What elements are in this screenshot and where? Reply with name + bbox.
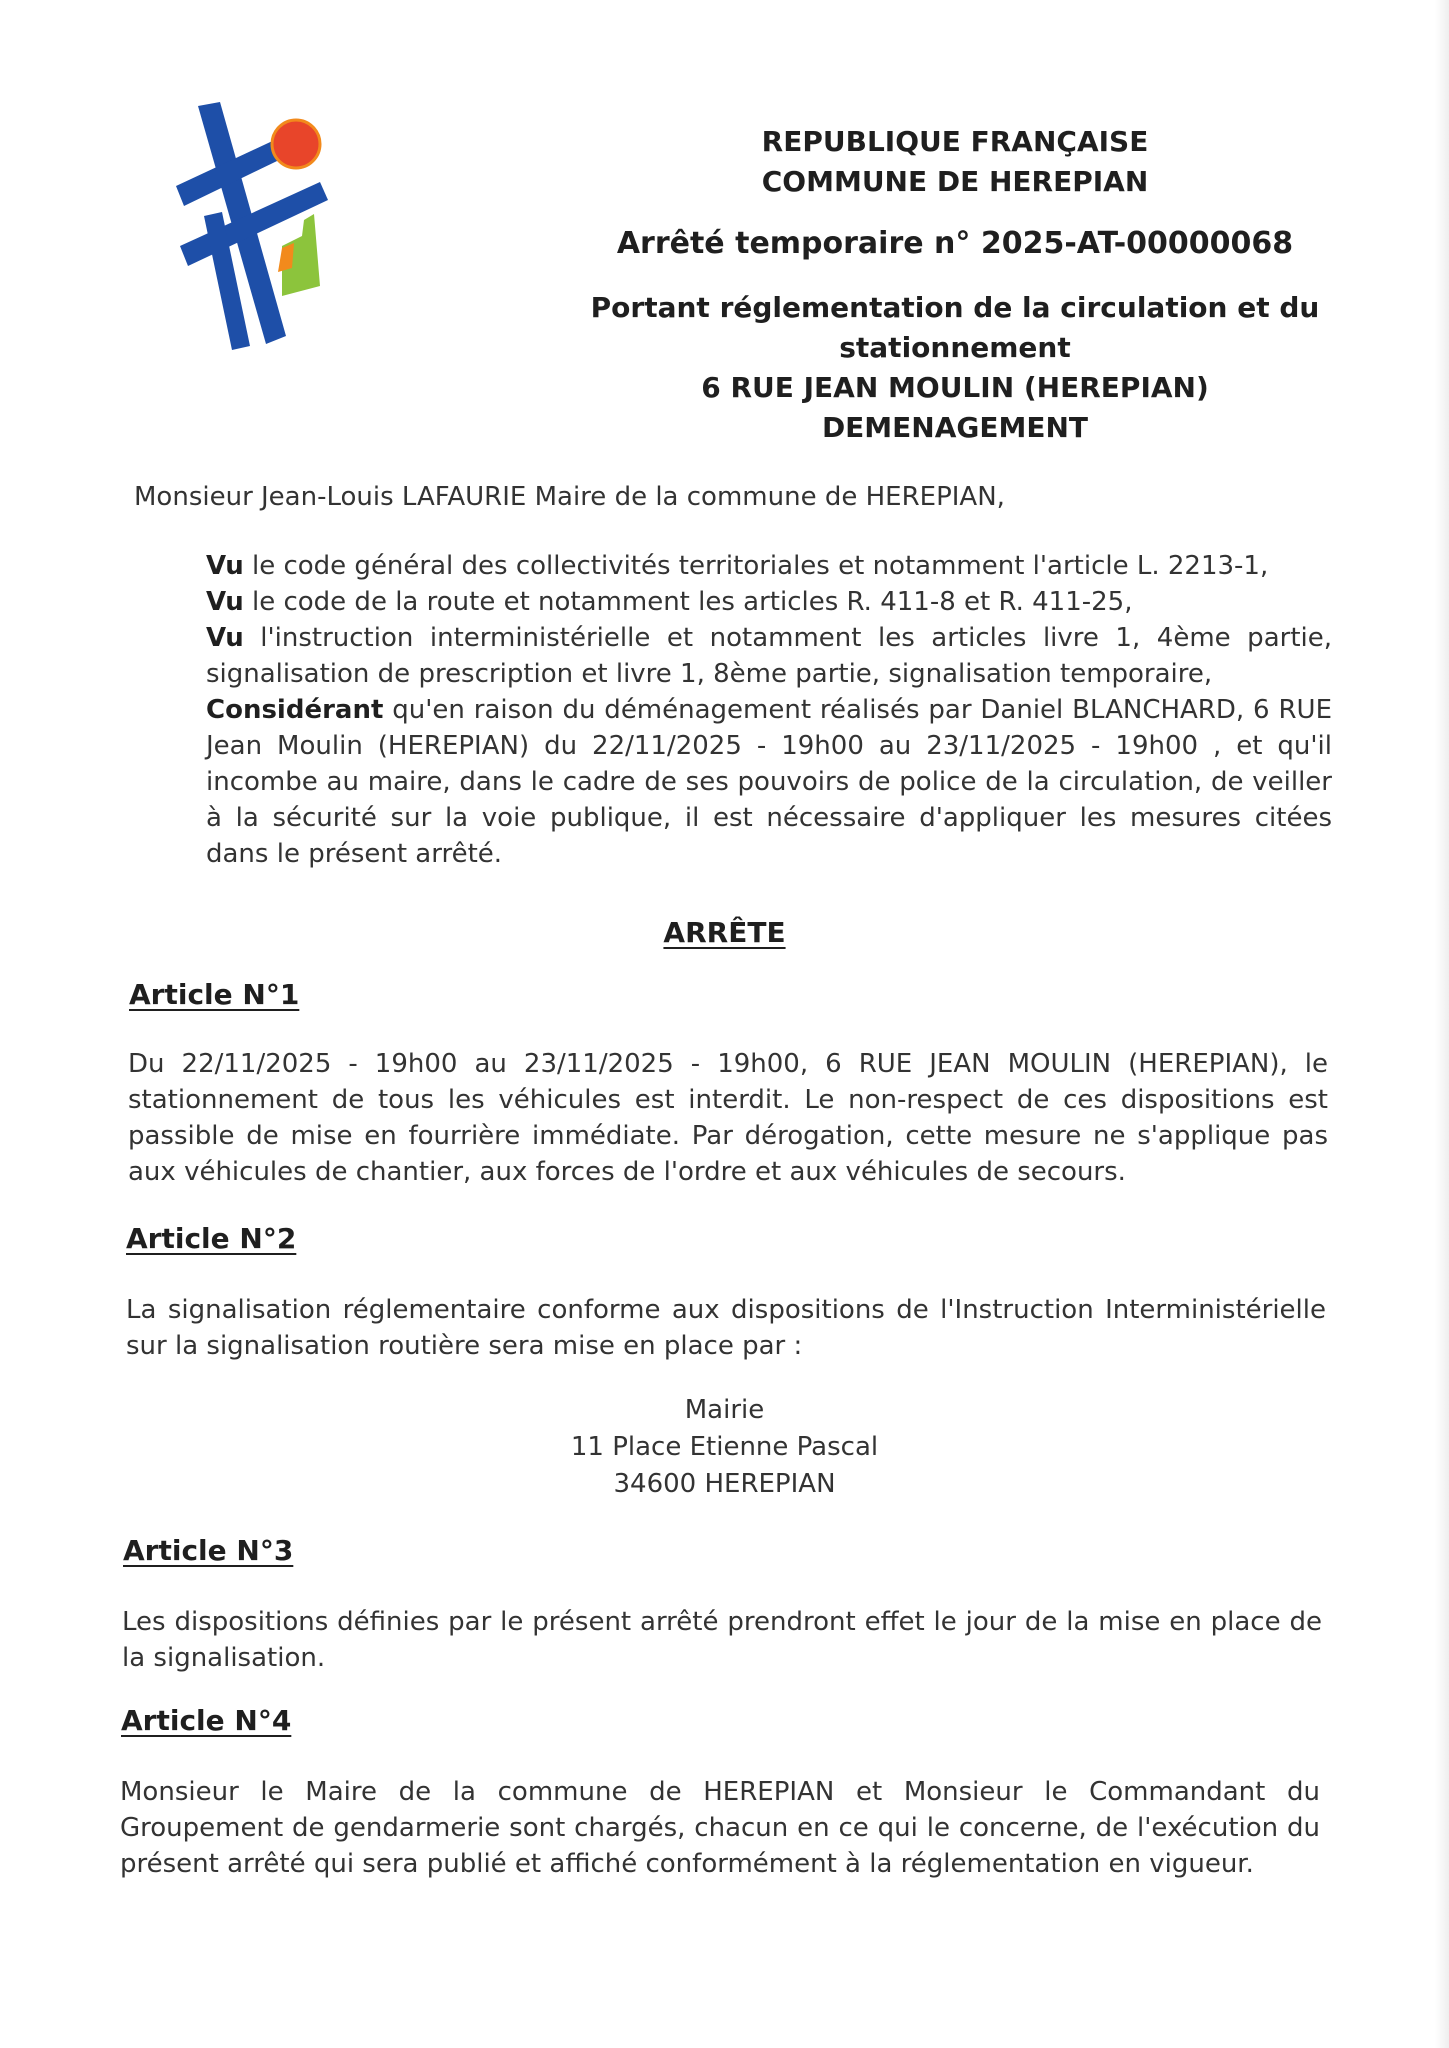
republique-title: REPUBLIQUE FRANÇAISE [761, 125, 1149, 158]
article-1-text: Du 22/11/2025 - 19h00 au 23/11/2025 - 19h00, 6 RUE JEAN MOULIN (HEREPIAN), le stationnement de tous les véhicules est interdit. Le non-respect de ces dispositions est passible de mise en fourrière immédiate. Par dérogation, cette mesure ne s'applique pas aux véhicules de chantier, aux forces de l'ordre et aux véhicules de secours. [128, 1049, 1328, 1187]
mairie-address [0, 1392, 1449, 1503]
portant-line-2: stationnement [839, 331, 1071, 364]
herepian-logo [170, 96, 350, 366]
article-2-title: Article N°2 [126, 1222, 297, 1255]
article-3-text: Les dispositions définies par le présent arrêté prendront effet le jour de la mise en place de la signalisation. [122, 1607, 1322, 1673]
visa-keyword: Vu [206, 623, 244, 653]
mayor-intro: Monsieur Jean-Louis LAFAURIE Maire de la commune de HEREPIAN, [134, 482, 1005, 512]
visa-item [206, 584, 1332, 620]
arrete-number: Arrêté temporaire n° 2025-AT-00000068 [616, 226, 1294, 261]
logo-figure [176, 102, 328, 350]
arrete-heading-text: ARRÊTE [663, 916, 786, 949]
visa-item [206, 620, 1332, 692]
visa-keyword: Considérant [206, 695, 384, 725]
commune-title: COMMUNE DE HEREPIAN [761, 165, 1149, 198]
document-header [560, 122, 1350, 448]
visa-text: l'instruction interministérielle et notamment les articles livre 1, 4ème partie, signalisation de prescription et livre 1, 8ème partie, signalisation temporaire, [206, 623, 1332, 689]
portant-line-1: Portant réglementation de la circulation et du [590, 291, 1320, 324]
address-street: 11 Place Etienne Pascal [570, 1432, 879, 1462]
visa-text: le code général des collectivités territoriales et notamment l'article L. 2213-1, [243, 551, 1269, 581]
street-address-title: 6 RUE JEAN MOULIN (HEREPIAN) [701, 371, 1209, 404]
article-2-text: La signalisation réglementaire conforme aux dispositions de l'Instruction Interministérielle sur la signalisation routière sera mise en place par : [126, 1295, 1326, 1361]
visas-block [206, 548, 1332, 872]
address-name: Mairie [684, 1395, 765, 1425]
article-4-text: Monsieur le Maire de la commune de HEREPIAN et Monsieur le Commandant du Groupement de gendarmerie sont chargés, chacun en ce qui le concerne, de l'exécution du présent arrêté qui sera publié et affiché conformément à la réglementation en vigueur. [120, 1777, 1320, 1879]
arrete-heading [0, 916, 1449, 949]
page-edge-shadow [1435, 0, 1449, 2048]
visa-text: qu'en raison du déménagement réalisés par Daniel BLANCHARD, 6 RUE Jean Moulin (HEREPIAN) du 22/11/2025 - 19h00 au 23/11/2025 - 19h00 , et qu'il incombe au maire, dans le cadre de ses pouvoirs de police de la circulation, de veiller à la sécurité sur la voie publique, il est nécessaire d'appliquer les mesures citées dans le présent arrêté. [206, 695, 1332, 869]
article-4-title: Article N°4 [121, 1704, 292, 1737]
visa-item [206, 692, 1332, 872]
article-1-title: Article N°1 [129, 978, 300, 1011]
visa-keyword: Vu [206, 551, 244, 581]
visa-item [206, 548, 1332, 584]
article-3-title: Article N°3 [123, 1534, 294, 1567]
address-city: 34600 HEREPIAN [613, 1469, 836, 1499]
visa-keyword: Vu [206, 587, 244, 617]
motif-title: DEMENAGEMENT [821, 411, 1089, 444]
visa-text: le code de la route et notamment les articles R. 411-8 et R. 411-25, [243, 587, 1133, 617]
